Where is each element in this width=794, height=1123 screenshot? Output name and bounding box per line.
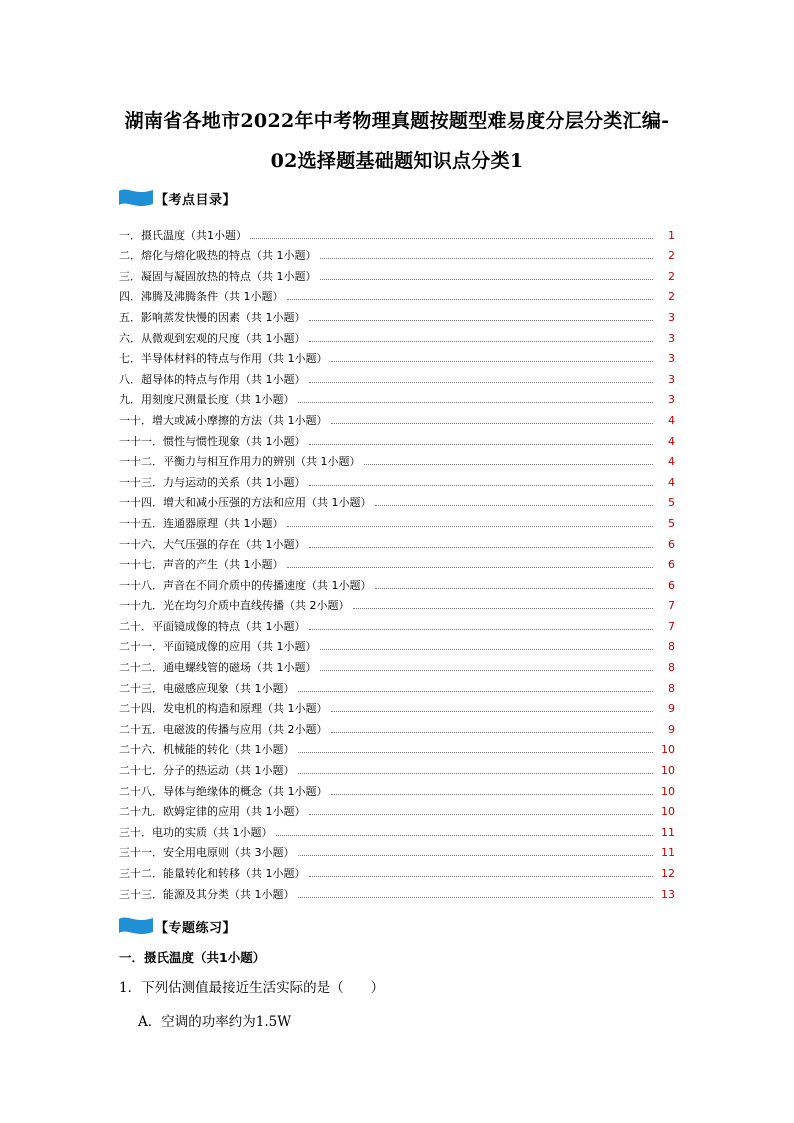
toc-entry[interactable] <box>119 346 675 367</box>
toc-entry-page-number: 4 <box>668 434 675 448</box>
toc-entry-title: 二十六．机械能的转化（共 1小题） <box>119 743 295 757</box>
dot-leader <box>320 257 654 259</box>
dot-leader <box>309 813 654 815</box>
dot-leader <box>331 793 654 795</box>
dot-leader <box>309 381 654 383</box>
toc-entry-title: 一十九．光在均匀介质中直线传播（共 2小题） <box>119 599 350 613</box>
dot-leader <box>320 278 654 280</box>
dot-leader <box>331 710 654 712</box>
toc-entry-title: 二十二．通电螺线管的磁场（共 1小题） <box>119 661 317 675</box>
toc-entry-page-number: 7 <box>668 599 675 613</box>
toc-entry[interactable] <box>119 799 675 820</box>
toc-entry[interactable] <box>119 263 675 284</box>
toc-entry[interactable] <box>119 634 675 655</box>
toc-entry-page-number: 6 <box>668 578 675 592</box>
toc-entry-page-number: 8 <box>668 640 675 654</box>
question-1: 1．下列估测值最接近生活实际的是（ ） <box>119 980 385 996</box>
toc-entry-title: 五．影响蒸发快慢的因素（共 1小题） <box>119 310 306 324</box>
toc-entry-title: 二十七．分子的热运动（共 1小题） <box>119 764 295 778</box>
toc-entry-page-number: 11 <box>661 825 675 839</box>
dot-leader <box>353 607 654 609</box>
toc-entry-page-number: 4 <box>668 455 675 469</box>
dot-leader <box>320 669 654 671</box>
toc-entry[interactable] <box>119 387 675 408</box>
toc-entry-page-number: 11 <box>661 846 675 860</box>
dot-leader <box>375 587 654 589</box>
topic-heading: 一．摄氏温度（共1小题） <box>119 950 266 965</box>
toc-entry-title: 一十一．惯性与惯性现象（共 1小题） <box>119 434 306 448</box>
toc-entry-page-number: 10 <box>661 784 675 798</box>
dot-leader <box>250 237 653 239</box>
toc-entry[interactable] <box>119 449 675 470</box>
dot-leader <box>309 628 654 630</box>
dot-leader <box>298 401 654 403</box>
toc-entry[interactable] <box>119 881 675 902</box>
dot-leader <box>298 690 654 692</box>
toc-entry-title: 二十一．平面镜成像的应用（共 1小题） <box>119 640 317 654</box>
dot-leader <box>309 319 654 321</box>
blue-flag-icon <box>119 915 153 937</box>
toc-entry-title: 二十四．发电机的构造和原理（共 1小题） <box>119 702 328 716</box>
toc-entry[interactable] <box>119 654 675 675</box>
toc-entry-page-number: 5 <box>668 496 675 510</box>
dot-leader <box>298 854 654 856</box>
toc-entry[interactable] <box>119 469 675 490</box>
toc-entry-page-number: 10 <box>661 743 675 757</box>
document-title-line-2: 02选择题基础题知识点分类1 <box>270 150 524 172</box>
toc-entry-page-number: 2 <box>668 269 675 283</box>
toc-entry[interactable] <box>119 428 675 449</box>
toc-entry-page-number: 8 <box>668 681 675 695</box>
toc-entry-page-number: 6 <box>668 558 675 572</box>
toc-entry-title: 一十四．增大和减小压强的方法和应用（共 1小题） <box>119 496 372 510</box>
toc-entry-page-number: 4 <box>668 413 675 427</box>
dot-leader <box>375 504 654 506</box>
toc-entry-title: 九．用刻度尺测量长度（共 1小题） <box>119 393 295 407</box>
toc-entry-title: 二十九．欧姆定律的应用（共 1小题） <box>119 805 306 819</box>
document-title-line-1: 湖南省各地市2022年中考物理真题按题型难易度分层分类汇编- <box>124 110 670 132</box>
toc-entry[interactable] <box>119 716 675 737</box>
toc-entry[interactable] <box>119 572 675 593</box>
toc-entry-title: 二．熔化与熔化吸热的特点（共 1小题） <box>119 249 317 263</box>
toc-entry-page-number: 3 <box>668 393 675 407</box>
toc-entry[interactable] <box>119 860 675 881</box>
table-of-contents <box>119 222 675 902</box>
toc-entry-title: 一十．增大或减小摩擦的方法（共 1小题） <box>119 413 328 427</box>
toc-entry-title: 一．摄氏温度（共1小题） <box>119 228 247 242</box>
practice-section-label: 【专题练习】 <box>155 920 237 936</box>
toc-entry[interactable] <box>119 757 675 778</box>
dot-leader <box>287 566 654 568</box>
dot-leader <box>298 772 654 774</box>
dot-leader <box>287 525 654 527</box>
toc-entry[interactable] <box>119 840 675 861</box>
toc-entry-title: 一十七．声音的产生（共 1小题） <box>119 558 284 572</box>
toc-entry-page-number: 6 <box>668 537 675 551</box>
toc-entry-title: 一十五．连通器原理（共 1小题） <box>119 516 284 530</box>
dot-leader <box>309 546 654 548</box>
dot-leader <box>298 751 654 753</box>
toc-entry-title: 二十五．电磁波的传播与应用（共 2小题） <box>119 722 328 736</box>
dot-leader <box>309 875 654 877</box>
toc-entry-title: 三十．电功的实质（共 1小题） <box>119 825 273 839</box>
toc-entry[interactable] <box>119 593 675 614</box>
toc-entry[interactable] <box>119 366 675 387</box>
toc-entry-page-number: 13 <box>661 887 675 901</box>
toc-entry-title: 一十八．声音在不同介质中的传播速度（共 1小题） <box>119 578 372 592</box>
toc-entry[interactable] <box>119 304 675 325</box>
option-a: A．空调的功率约为1.5W <box>138 1014 292 1030</box>
toc-entry-title: 二十三．电磁感应现象（共 1小题） <box>119 681 295 695</box>
toc-entry-title: 四．沸腾及沸腾条件（共 1小题） <box>119 290 284 304</box>
toc-entry[interactable] <box>119 737 675 758</box>
toc-entry-title: 一十三．力与运动的关系（共 1小题） <box>119 475 306 489</box>
toc-entry-title: 六．从微观到宏观的尺度（共 1小题） <box>119 331 306 345</box>
toc-entry-title: 三．凝固与凝固放热的特点（共 1小题） <box>119 269 317 283</box>
toc-entry-page-number: 3 <box>668 310 675 324</box>
dot-leader <box>331 422 654 424</box>
toc-entry[interactable] <box>119 243 675 264</box>
toc-entry[interactable] <box>119 490 675 511</box>
toc-entry[interactable] <box>119 778 675 799</box>
toc-entry-page-number: 7 <box>668 619 675 633</box>
blue-flag-icon <box>119 187 153 209</box>
toc-entry-page-number: 4 <box>668 475 675 489</box>
dot-leader <box>309 484 654 486</box>
toc-entry-title: 八．超导体的特点与作用（共 1小题） <box>119 372 306 386</box>
toc-entry[interactable] <box>119 222 675 243</box>
toc-entry-page-number: 9 <box>668 722 675 736</box>
toc-section-label: 【考点目录】 <box>155 192 237 208</box>
toc-entry-page-number: 10 <box>661 805 675 819</box>
toc-entry-page-number: 2 <box>668 249 675 263</box>
toc-entry-page-number: 2 <box>668 290 675 304</box>
dot-leader <box>320 648 654 650</box>
toc-entry-title: 三十三．能源及其分类（共 1小题） <box>119 887 295 901</box>
toc-entry-title: 二十八．导体与绝缘体的概念（共 1小题） <box>119 784 328 798</box>
dot-leader <box>298 896 654 898</box>
toc-entry-page-number: 3 <box>668 331 675 345</box>
practice-section-header <box>119 915 236 937</box>
toc-entry-title: 一十六．大气压强的存在（共 1小题） <box>119 537 306 551</box>
dot-leader <box>276 834 654 836</box>
dot-leader <box>309 443 654 445</box>
toc-entry[interactable] <box>119 284 675 305</box>
toc-entry-page-number: 12 <box>661 867 675 880</box>
toc-entry[interactable] <box>119 675 675 696</box>
toc-entry-title: 一十二．平衡力与相互作用力的辨别（共 1小题） <box>119 455 361 469</box>
toc-entry[interactable] <box>119 407 675 428</box>
dot-leader <box>364 463 654 465</box>
toc-entry-page-number: 3 <box>668 372 675 386</box>
dot-leader <box>309 340 654 342</box>
toc-entry[interactable] <box>119 696 675 717</box>
toc-entry-page-number: 9 <box>668 702 675 716</box>
toc-entry-title: 三十二．能量转化和转移（共 1小题） <box>119 867 306 880</box>
toc-entry[interactable] <box>119 531 675 552</box>
toc-entry-page-number: 3 <box>668 352 675 366</box>
toc-entry[interactable] <box>119 613 675 634</box>
dot-leader <box>331 360 654 362</box>
toc-entry-title: 三十一．安全用电原则（共 3小题） <box>119 846 295 860</box>
toc-entry-page-number: 10 <box>661 764 675 778</box>
toc-entry-title: 七．半导体材料的特点与作用（共 1小题） <box>119 352 328 366</box>
toc-entry-page-number: 8 <box>668 661 675 675</box>
toc-entry-page-number: 5 <box>668 516 675 530</box>
toc-entry[interactable] <box>119 510 675 531</box>
toc-entry[interactable] <box>119 819 675 840</box>
toc-entry-page-number: 1 <box>668 228 675 242</box>
toc-entry-title: 二十．平面镜成像的特点（共 1小题） <box>119 619 306 633</box>
toc-section-header <box>119 187 236 209</box>
dot-leader <box>331 731 654 733</box>
dot-leader <box>287 298 654 300</box>
toc-entry[interactable] <box>119 552 675 573</box>
toc-entry[interactable] <box>119 325 675 346</box>
